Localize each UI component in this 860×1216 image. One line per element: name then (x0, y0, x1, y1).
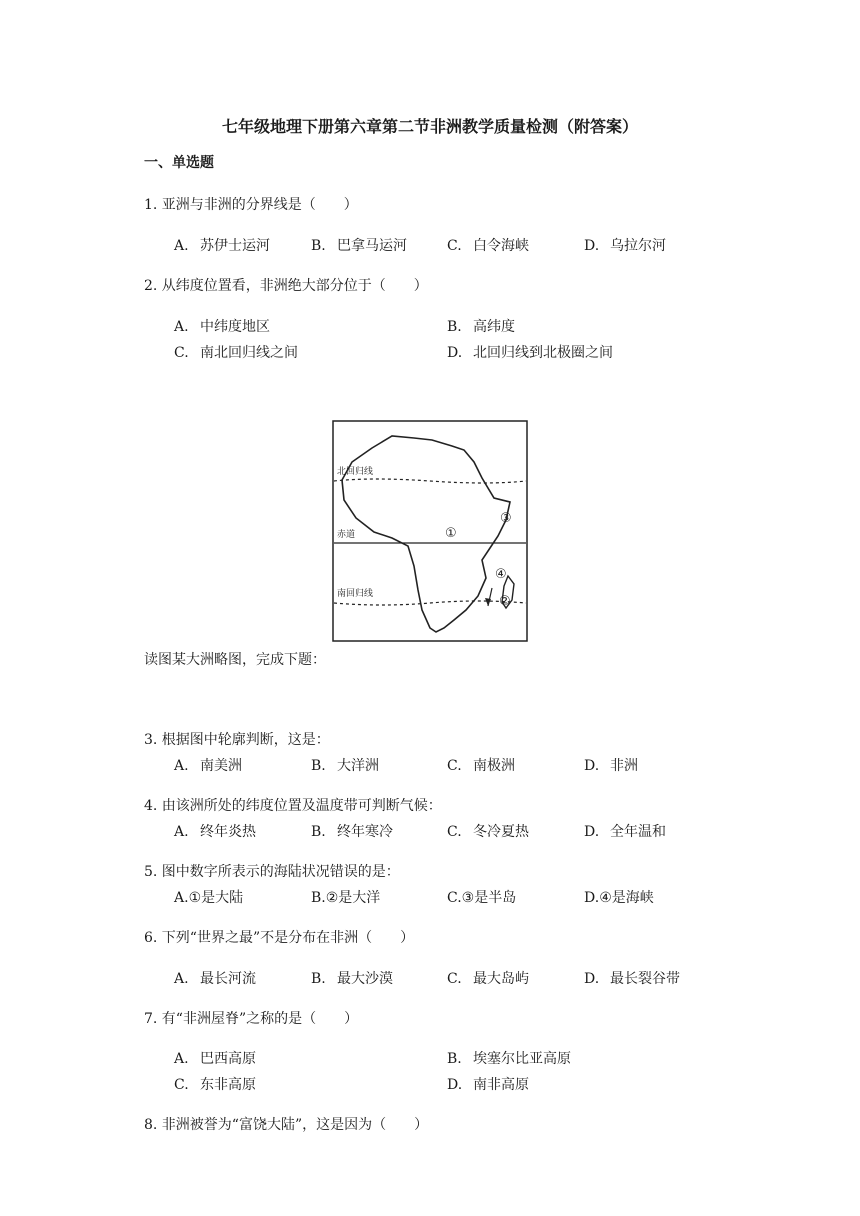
q5-option-a[interactable] (174, 887, 243, 907)
map-marker-4: ④ (495, 567, 507, 582)
option-text: ③是半岛 (461, 890, 517, 906)
question-5-stem: 5. 图中数字所表示的海陆状况错误的是： (144, 864, 400, 880)
option-letter: D. (584, 824, 600, 840)
option-text: 终年炎热 (200, 824, 256, 840)
q4-option-a[interactable] (174, 821, 256, 841)
option-text: 非洲 (610, 758, 638, 774)
africa-map (332, 420, 528, 642)
option-text: 全年温和 (610, 824, 666, 840)
option-letter: C. (174, 345, 189, 361)
q3-option-a[interactable] (174, 755, 242, 775)
q3-option-d[interactable] (584, 755, 638, 775)
option-letter: D. (584, 971, 600, 987)
option-letter: A. (174, 1051, 189, 1067)
option-letter: B. (311, 890, 326, 906)
map-label-equator: 赤道 (337, 530, 356, 540)
q1-option-c[interactable] (447, 235, 529, 255)
option-letter: B. (447, 1051, 462, 1067)
option-text: 北回归线到北极圈之间 (473, 345, 613, 361)
option-text: ①是大陆 (188, 890, 244, 906)
option-text: 南北回归线之间 (200, 345, 298, 361)
q1-option-a[interactable] (174, 235, 270, 255)
map-marker-1: ① (445, 526, 457, 541)
option-text: 大洋洲 (337, 758, 379, 774)
option-text: 最长裂谷带 (610, 971, 680, 987)
option-text: 南非高原 (473, 1077, 529, 1093)
option-text: ④是海峡 (599, 890, 654, 906)
option-letter: D. (447, 345, 463, 361)
option-letter: A. (174, 824, 189, 840)
q2-option-c[interactable] (174, 342, 298, 362)
option-letter: A. (174, 890, 189, 906)
q4-option-c[interactable] (447, 821, 529, 841)
option-letter: C. (447, 890, 462, 906)
q6-option-b[interactable] (311, 968, 393, 988)
q5-option-d[interactable] (584, 887, 654, 907)
q6-option-a[interactable] (174, 968, 256, 988)
q2-option-b[interactable] (447, 316, 515, 336)
option-text: 苏伊士运河 (200, 238, 270, 254)
q6-option-c[interactable] (447, 968, 529, 988)
q7-option-a[interactable] (174, 1048, 256, 1068)
option-letter: B. (311, 758, 326, 774)
option-letter: D. (584, 890, 600, 906)
map-label-north-tropic: 北回归线 (337, 467, 374, 477)
option-letter: C. (447, 971, 462, 987)
q2-option-a[interactable] (174, 316, 270, 336)
option-text: 终年寒冷 (337, 824, 393, 840)
option-text: 最大岛屿 (473, 971, 529, 987)
option-text: 最长河流 (200, 971, 256, 987)
option-text: 白令海峡 (473, 238, 529, 254)
q6-option-d[interactable] (584, 968, 680, 988)
q7-option-c[interactable] (174, 1074, 256, 1094)
option-text: 南美洲 (200, 758, 242, 774)
q4-option-b[interactable] (311, 821, 393, 841)
option-letter: A. (174, 238, 189, 254)
section-heading: 一、单选题 (144, 155, 214, 171)
option-letter: C. (174, 1077, 189, 1093)
option-letter: B. (311, 238, 326, 254)
option-letter: D. (584, 238, 600, 254)
document-title: 七年级地理下册第六章第二节非洲教学质量检测（附答案） (221, 117, 638, 136)
q1-option-d[interactable] (584, 235, 666, 255)
question-2-stem: 2. 从纬度位置看，非洲绝大部分位于（ ） (144, 278, 428, 294)
option-letter: D. (447, 1077, 463, 1093)
q3-option-c[interactable] (447, 755, 515, 775)
map-label-south-tropic: 南回归线 (337, 589, 374, 599)
option-letter: A. (174, 319, 189, 335)
option-letter: A. (174, 758, 189, 774)
question-7-stem: 7. 有“非洲屋脊”之称的是（ ） (144, 1011, 359, 1027)
map-marker-3: ③ (500, 511, 512, 526)
option-text: 南极洲 (473, 758, 515, 774)
q7-option-b[interactable] (447, 1048, 571, 1068)
q5-option-c[interactable] (447, 887, 516, 907)
question-6-stem: 6. 下列“世界之最”不是分布在非洲（ ） (144, 930, 415, 946)
q4-option-d[interactable] (584, 821, 666, 841)
option-text: 冬冷夏热 (473, 824, 529, 840)
option-text: ②是大洋 (325, 890, 381, 906)
question-3-stem: 3. 根据图中轮廓判断，这是： (144, 732, 330, 748)
option-letter: B. (311, 971, 326, 987)
q2-option-d[interactable] (447, 342, 613, 362)
figure-intro: 读图某大洲略图，完成下题： (144, 652, 326, 668)
option-letter: D. (584, 758, 600, 774)
option-text: 东非高原 (200, 1077, 256, 1093)
map-marker-2: ② (499, 594, 511, 609)
q7-option-d[interactable] (447, 1074, 529, 1094)
option-text: 最大沙漠 (337, 971, 393, 987)
option-letter: C. (447, 758, 462, 774)
q1-option-b[interactable] (311, 235, 407, 255)
option-text: 巴西高原 (200, 1051, 256, 1067)
option-text: 中纬度地区 (200, 319, 270, 335)
option-text: 乌拉尔河 (610, 238, 666, 254)
option-text: 巴拿马运河 (337, 238, 407, 254)
question-4-stem: 4. 由该洲所处的纬度位置及温度带可判断气候： (144, 798, 442, 814)
option-text: 高纬度 (473, 319, 515, 335)
option-letter: C. (447, 824, 462, 840)
q5-option-b[interactable] (311, 887, 380, 907)
option-text: 埃塞尔比亚高原 (473, 1051, 571, 1067)
question-1-stem: 1. 亚洲与非洲的分界线是（ ） (144, 197, 358, 213)
option-letter: A. (174, 971, 189, 987)
option-letter: B. (447, 319, 462, 335)
question-8-stem: 8. 非洲被誉为“富饶大陆”，这是因为（ ） (144, 1117, 429, 1133)
q3-option-b[interactable] (311, 755, 379, 775)
option-letter: B. (311, 824, 326, 840)
option-letter: C. (447, 238, 462, 254)
